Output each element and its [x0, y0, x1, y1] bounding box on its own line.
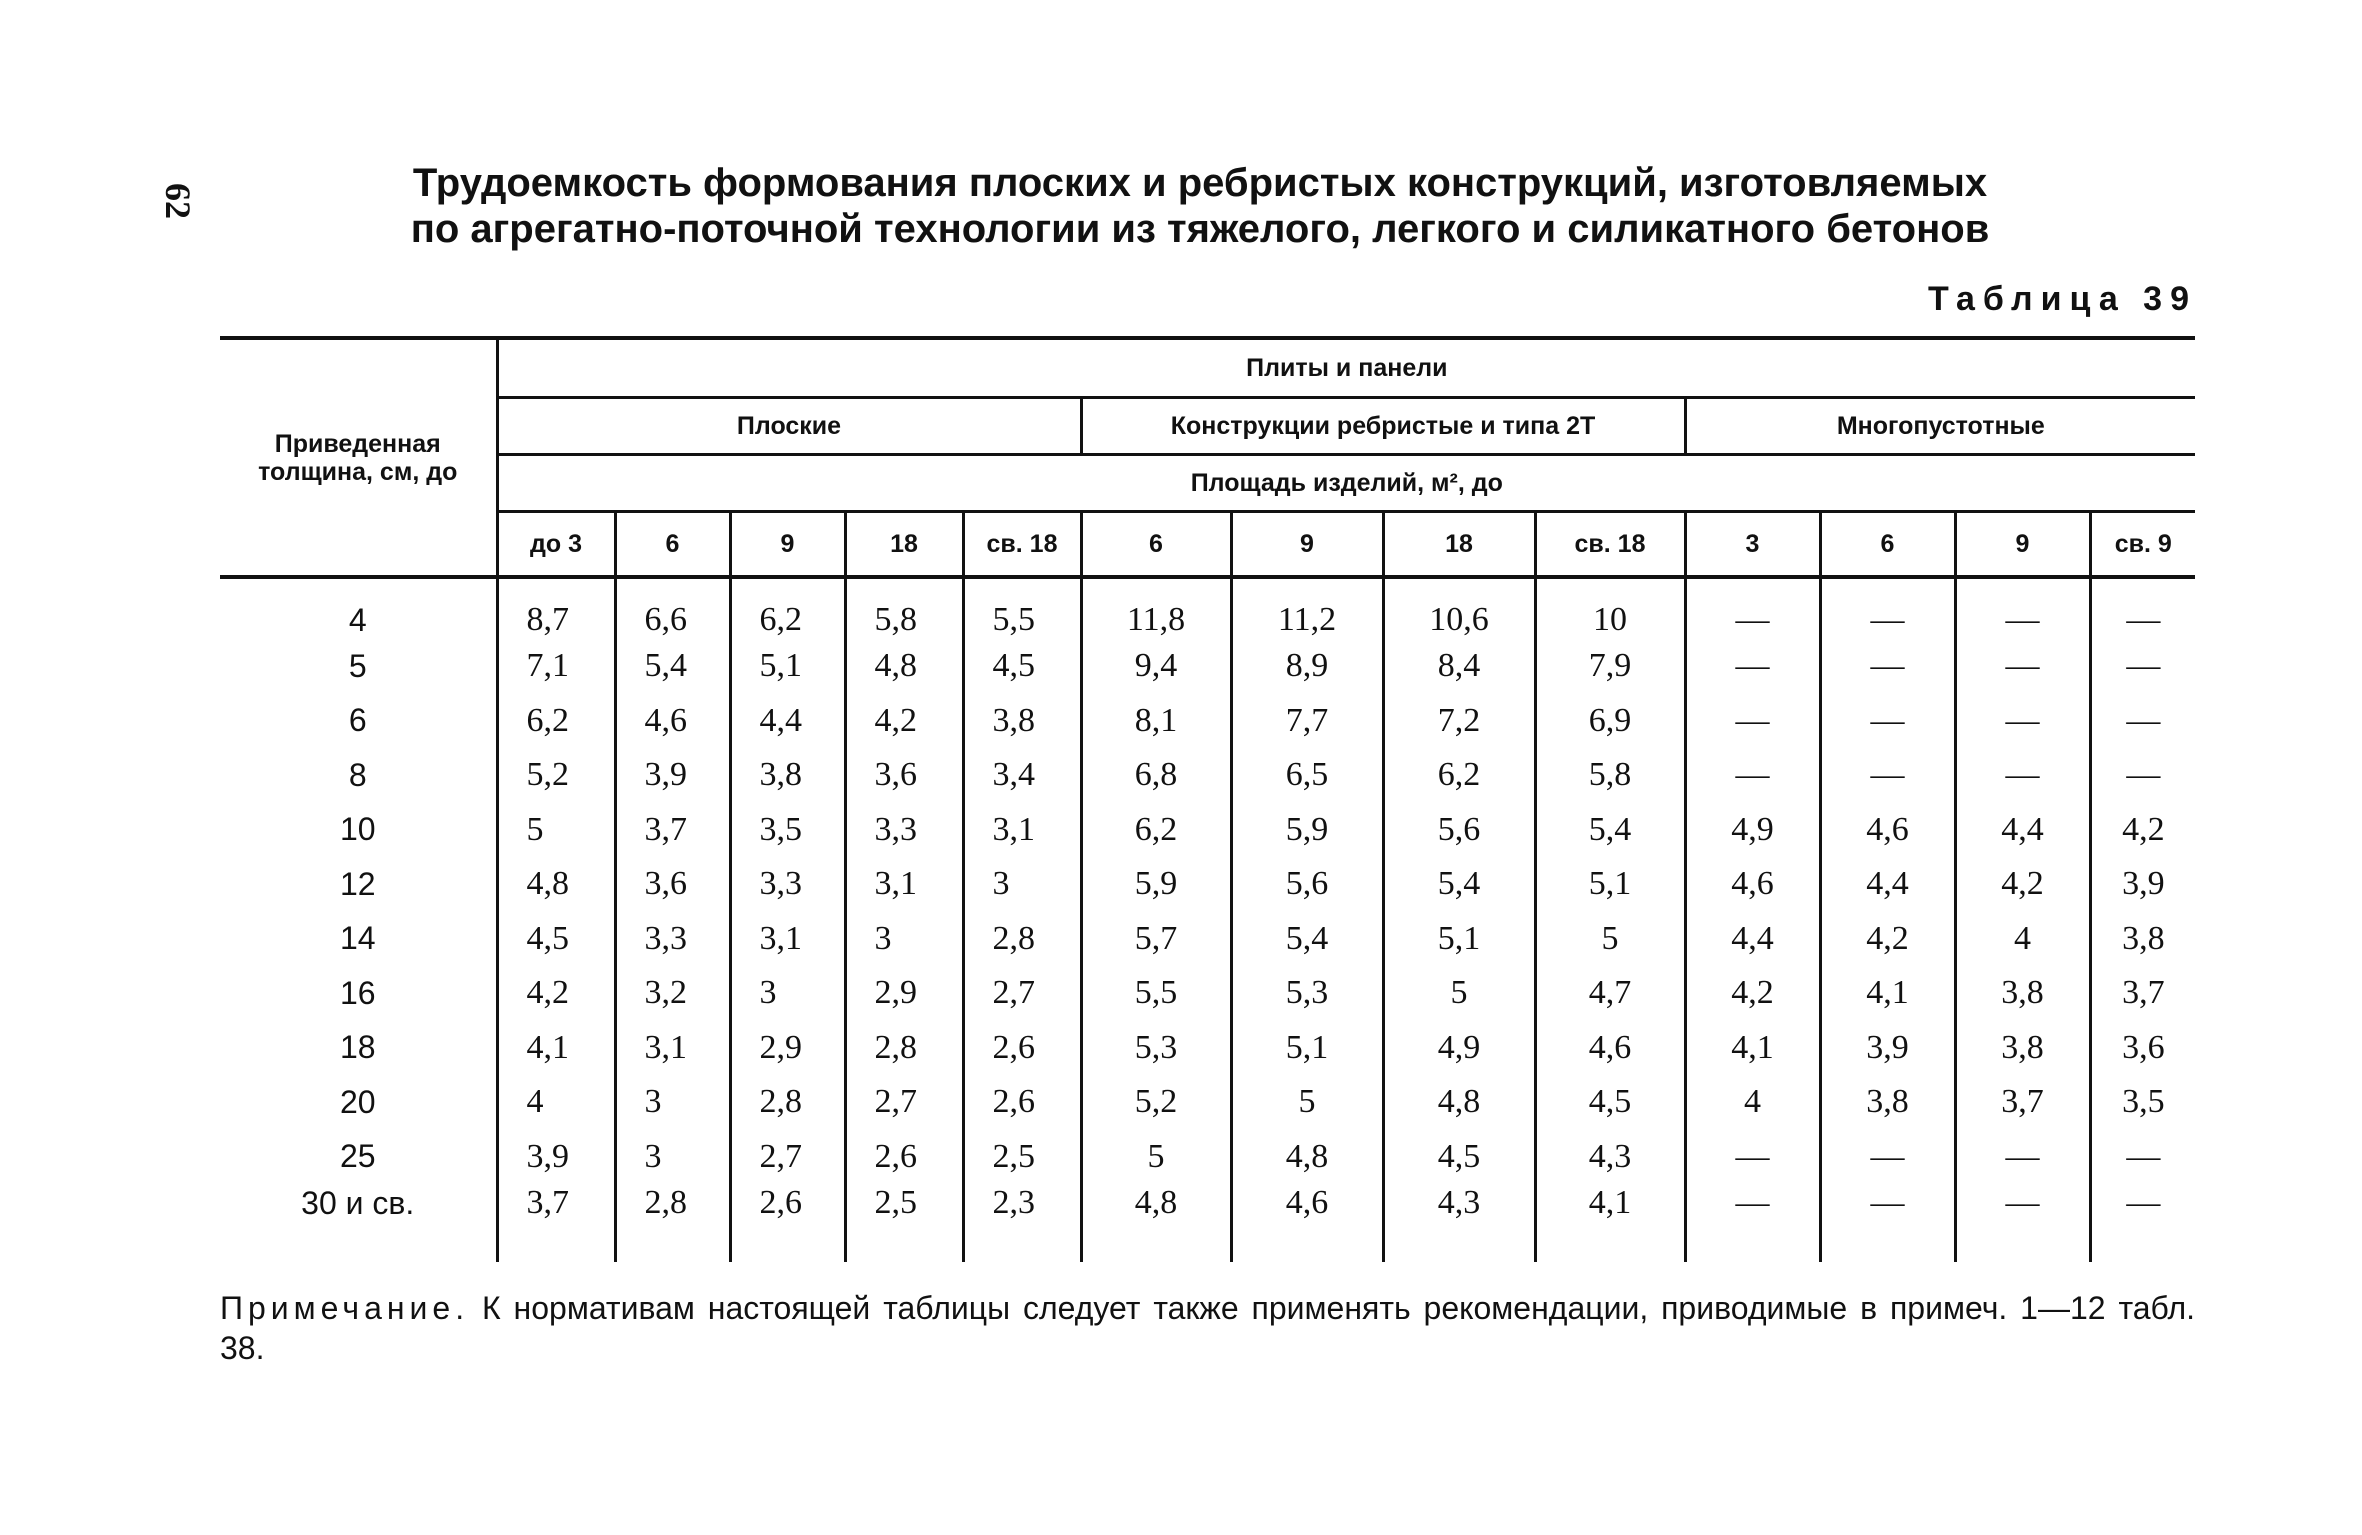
- table-cell: 3,7: [1955, 1075, 2090, 1130]
- column-header: 6: [615, 512, 730, 578]
- row-label: 5: [348, 647, 367, 684]
- table-cell: 5,4: [615, 639, 730, 694]
- table-cell: —: [1955, 1184, 2090, 1262]
- table-cell: 3,4: [963, 748, 1081, 803]
- table-note: [220, 1288, 2195, 1368]
- table-cell: 2,6: [963, 1021, 1081, 1076]
- table-body: [220, 577, 2195, 1262]
- table-cell: 6,5: [1231, 748, 1383, 803]
- table-cell: 4,3: [1383, 1184, 1535, 1262]
- column-header: 18: [1383, 512, 1535, 578]
- table-cell: 5,4: [1231, 912, 1383, 967]
- table-cell: 4,6: [1685, 857, 1820, 912]
- table-cell: 3,8: [963, 694, 1081, 749]
- table-cell: —: [2090, 1130, 2195, 1185]
- table-cell: 8,4: [1383, 639, 1535, 694]
- table-cell: 5,3: [1081, 1021, 1231, 1076]
- table-cell: 3,1: [730, 912, 845, 967]
- title-line-1: Трудоемкость формования плоских и ребристых конструкций, изготовляемых: [412, 161, 1988, 205]
- table-cell: 5,9: [1081, 857, 1231, 912]
- table-cell: 3: [615, 1075, 730, 1130]
- title-line-2: по агрегатно-поточной технологии из тяжелого, легкого и силикатного бетонов: [410, 207, 1990, 251]
- table-cell: 3,5: [2090, 1075, 2195, 1130]
- table-cell: 5,1: [730, 639, 845, 694]
- table-cell: 7,2: [1383, 694, 1535, 749]
- table-cell: —: [1955, 1130, 2090, 1185]
- column-header: 18: [845, 512, 963, 578]
- table-cell: 6,2: [1081, 803, 1231, 858]
- table-cell: 4,2: [2090, 803, 2195, 858]
- table-cell: 2,7: [730, 1130, 845, 1185]
- table-cell: —: [1955, 748, 2090, 803]
- table-cell: 7,1: [497, 639, 615, 694]
- column-header: 9: [1955, 512, 2090, 578]
- column-header: до 3: [497, 512, 615, 578]
- table-cell: 7,7: [1231, 694, 1383, 749]
- table-cell: 8,1: [1081, 694, 1231, 749]
- table-cell: 5,4: [1535, 803, 1685, 858]
- table-cell: 6,9: [1535, 694, 1685, 749]
- table-cell: 4,2: [1955, 857, 2090, 912]
- column-header: 3: [1685, 512, 1820, 578]
- table-row: [220, 857, 2195, 912]
- table-cell: —: [1820, 694, 1955, 749]
- table-cell: 5: [1383, 966, 1535, 1021]
- table-cell: 2,7: [845, 1075, 963, 1130]
- table-cell: 5,1: [1231, 1021, 1383, 1076]
- table-cell: 5,8: [1535, 748, 1685, 803]
- area-header: Площадь изделий, м², до: [497, 455, 2195, 512]
- page-title: [220, 160, 2180, 252]
- table-cell: 5: [1081, 1130, 1231, 1185]
- row-label: 8: [348, 756, 367, 793]
- table-cell: 4,6: [1820, 803, 1955, 858]
- table-cell: 3: [730, 966, 845, 1021]
- table-cell: 2,6: [845, 1130, 963, 1185]
- table-cell: —: [1820, 577, 1955, 639]
- table-cell: 4,6: [615, 694, 730, 749]
- table-cell: 3,1: [963, 803, 1081, 858]
- table-cell: 4,8: [1081, 1184, 1231, 1262]
- table-row: [220, 694, 2195, 749]
- table-cell: 4: [1685, 1075, 1820, 1130]
- table-cell: 3,8: [1955, 1021, 2090, 1076]
- table-cell: 5,9: [1231, 803, 1383, 858]
- table-cell: —: [1820, 748, 1955, 803]
- table-cell: 3: [963, 857, 1081, 912]
- table-cell: —: [1685, 1130, 1820, 1185]
- table-cell: 3,1: [615, 1021, 730, 1076]
- table-cell: 2,6: [963, 1075, 1081, 1130]
- table-cell: 4: [1955, 912, 2090, 967]
- table-cell: 4,5: [497, 912, 615, 967]
- header-row-columns: [220, 512, 2195, 578]
- table-cell: 4,4: [730, 694, 845, 749]
- table-row: [220, 639, 2195, 694]
- table-cell: 4,6: [1231, 1184, 1383, 1262]
- table-cell: 3,9: [1820, 1021, 1955, 1076]
- table-row: [220, 1130, 2195, 1185]
- table-cell: 5,6: [1383, 803, 1535, 858]
- table-cell: —: [1955, 639, 2090, 694]
- table-cell: 3,3: [615, 912, 730, 967]
- row-label: 10: [339, 811, 376, 848]
- table-cell: 3,1: [845, 857, 963, 912]
- table-cell: —: [1685, 694, 1820, 749]
- table-cell: 7,9: [1535, 639, 1685, 694]
- row-label-header: Приведенная толщина, см, до: [220, 338, 497, 577]
- table-cell: 2,5: [845, 1184, 963, 1262]
- table-cell: 11,2: [1231, 577, 1383, 639]
- table-cell: 5,5: [1081, 966, 1231, 1021]
- table-cell: 2,3: [963, 1184, 1081, 1262]
- table-cell: 2,7: [963, 966, 1081, 1021]
- table-cell: 5: [1231, 1075, 1383, 1130]
- table-cell: 4,5: [963, 639, 1081, 694]
- table-row: [220, 1184, 2195, 1262]
- sub-header-flat: Плоские: [497, 398, 1081, 455]
- table-cell: 5,6: [1231, 857, 1383, 912]
- table-cell: 10: [1535, 577, 1685, 639]
- table-cell: —: [2090, 639, 2195, 694]
- table-cell: —: [1820, 1130, 1955, 1185]
- table-cell: 3,2: [615, 966, 730, 1021]
- sub-header-ribbed: Конструкции ребристые и типа 2Т: [1081, 398, 1685, 455]
- table-row: [220, 577, 2195, 639]
- column-header: 9: [730, 512, 845, 578]
- sub-header-hollow: Многопустотные: [1685, 398, 2195, 455]
- table-cell: 2,8: [615, 1184, 730, 1262]
- table-cell: 3,6: [2090, 1021, 2195, 1076]
- table-row: [220, 1075, 2195, 1130]
- table-cell: 4,1: [1685, 1021, 1820, 1076]
- table-cell: 3,9: [2090, 857, 2195, 912]
- table-cell: 4,2: [845, 694, 963, 749]
- row-label: 4: [348, 601, 367, 638]
- row-label: 6: [348, 702, 367, 739]
- table-cell: 4,2: [497, 966, 615, 1021]
- table-cell: 4,8: [497, 857, 615, 912]
- table-row: [220, 803, 2195, 858]
- table-cell: 2,9: [845, 966, 963, 1021]
- table-cell: 3,7: [615, 803, 730, 858]
- table-cell: 3,9: [497, 1130, 615, 1185]
- table-cell: —: [2090, 577, 2195, 639]
- table-cell: 3: [845, 912, 963, 967]
- row-label: 25: [339, 1138, 376, 1175]
- table-cell: 5: [1535, 912, 1685, 967]
- table-cell: 9,4: [1081, 639, 1231, 694]
- group-header: Плиты и панели: [497, 338, 2195, 398]
- row-label: 18: [339, 1029, 376, 1066]
- row-label: 30 и св.: [301, 1184, 415, 1221]
- table-row: [220, 966, 2195, 1021]
- table-cell: 5,7: [1081, 912, 1231, 967]
- table-cell: 2,8: [730, 1075, 845, 1130]
- table-cell: 3,8: [1955, 966, 2090, 1021]
- table-cell: 4,4: [1955, 803, 2090, 858]
- table-cell: 3,5: [730, 803, 845, 858]
- row-label: 20: [339, 1083, 376, 1120]
- table-cell: 4,5: [1535, 1075, 1685, 1130]
- table-cell: 5,2: [497, 748, 615, 803]
- table-cell: 4,9: [1383, 1021, 1535, 1076]
- table-cell: 4,2: [1820, 912, 1955, 967]
- note-label: Примечание.: [220, 1290, 470, 1326]
- table-cell: —: [1955, 577, 2090, 639]
- table-cell: 2,9: [730, 1021, 845, 1076]
- row-label: 12: [339, 865, 376, 902]
- table-cell: 2,8: [963, 912, 1081, 967]
- labor-table: [220, 336, 2195, 1262]
- table-cell: 3,8: [1820, 1075, 1955, 1130]
- table-cell: 2,6: [730, 1184, 845, 1262]
- table-cell: 3: [615, 1130, 730, 1185]
- column-header: 9: [1231, 512, 1383, 578]
- table-cell: 5,8: [845, 577, 963, 639]
- column-header: св. 18: [1535, 512, 1685, 578]
- table-cell: 6,2: [497, 694, 615, 749]
- table-row: [220, 748, 2195, 803]
- table-cell: 4,2: [1685, 966, 1820, 1021]
- table-cell: —: [1685, 577, 1820, 639]
- table-cell: 4,8: [1383, 1075, 1535, 1130]
- table-cell: —: [1685, 748, 1820, 803]
- table-cell: 3,6: [845, 748, 963, 803]
- table-cell: 10,6: [1383, 577, 1535, 639]
- table-cell: 3,8: [2090, 912, 2195, 967]
- table-cell: 3,8: [730, 748, 845, 803]
- column-header: св. 18: [963, 512, 1081, 578]
- table-cell: —: [2090, 694, 2195, 749]
- header-row-sub: [220, 398, 2195, 455]
- table-cell: —: [2090, 1184, 2195, 1262]
- table-cell: —: [1685, 1184, 1820, 1262]
- table-cell: 2,5: [963, 1130, 1081, 1185]
- table-cell: 4,9: [1685, 803, 1820, 858]
- table-cell: 4: [497, 1075, 615, 1130]
- header-row-area: [220, 455, 2195, 512]
- table-cell: 4,4: [1685, 912, 1820, 967]
- column-header: 6: [1081, 512, 1231, 578]
- table-cell: —: [1955, 694, 2090, 749]
- table-cell: 8,7: [497, 577, 615, 639]
- table-cell: —: [1820, 639, 1955, 694]
- column-header: св. 9: [2090, 512, 2195, 578]
- table-cell: 11,8: [1081, 577, 1231, 639]
- table-cell: 5: [497, 803, 615, 858]
- table-cell: —: [1820, 1184, 1955, 1262]
- table-cell: 4,8: [1231, 1130, 1383, 1185]
- table-cell: 5,3: [1231, 966, 1383, 1021]
- table-cell: 3,6: [615, 857, 730, 912]
- table-cell: 3,3: [845, 803, 963, 858]
- table-cell: 8,9: [1231, 639, 1383, 694]
- table-cell: 5,2: [1081, 1075, 1231, 1130]
- table-cell: 4,3: [1535, 1130, 1685, 1185]
- table-cell: 6,8: [1081, 748, 1231, 803]
- table-cell: 3,7: [497, 1184, 615, 1262]
- table-cell: 3,3: [730, 857, 845, 912]
- table-cell: 2,8: [845, 1021, 963, 1076]
- table-row: [220, 912, 2195, 967]
- table-cell: 4,4: [1820, 857, 1955, 912]
- table-cell: 3,9: [615, 748, 730, 803]
- table-row: [220, 1021, 2195, 1076]
- column-header: 6: [1820, 512, 1955, 578]
- page-number: 62: [158, 183, 198, 219]
- row-label: 16: [339, 974, 376, 1011]
- table-cell: 5,1: [1535, 857, 1685, 912]
- note-text: К нормативам настоящей таблицы следует также применять рекомендации, приводимые в примеч. 1—12 табл. 38.: [220, 1290, 2196, 1366]
- table-cell: 4,8: [845, 639, 963, 694]
- table-cell: 4,1: [1535, 1184, 1685, 1262]
- row-label: 14: [339, 920, 376, 957]
- table-cell: 5,5: [963, 577, 1081, 639]
- table-cell: 3,7: [2090, 966, 2195, 1021]
- table-cell: 4,1: [497, 1021, 615, 1076]
- table-cell: 6,2: [1383, 748, 1535, 803]
- table-cell: —: [1685, 639, 1820, 694]
- table-cell: 4,1: [1820, 966, 1955, 1021]
- table-label: Таблица 39: [1928, 280, 2197, 318]
- table-cell: 4,7: [1535, 966, 1685, 1021]
- table-cell: 4,6: [1535, 1021, 1685, 1076]
- table-cell: 6,6: [615, 577, 730, 639]
- header-row-group: [220, 338, 2195, 398]
- table-cell: 4,5: [1383, 1130, 1535, 1185]
- table-cell: 6,2: [730, 577, 845, 639]
- table-cell: —: [2090, 748, 2195, 803]
- table-cell: 5,1: [1383, 912, 1535, 967]
- table-cell: 5,4: [1383, 857, 1535, 912]
